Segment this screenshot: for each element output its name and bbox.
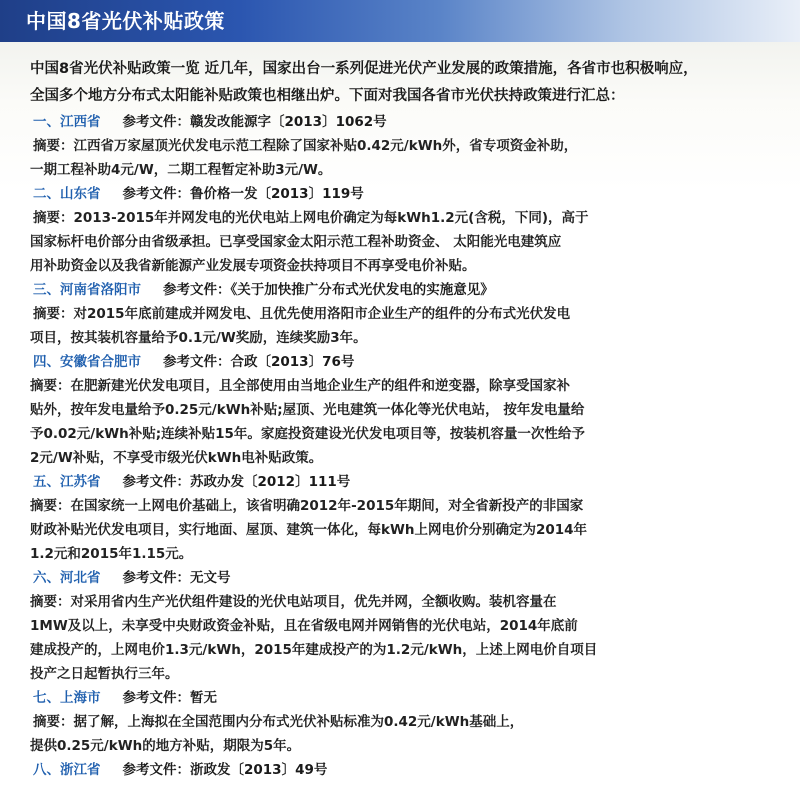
section-hebei (30, 566, 790, 686)
summary-line: 摘要：在肥新建光伏发电项目，且全部使用由当地企业生产的组件和逆变器，除享受国家补 (30, 378, 570, 394)
header-banner (0, 0, 800, 42)
intro-line: 全国多个地方分布式太阳能补贴政策也相继出炉。下面对我国各省市光伏扶持政策进行汇总： (30, 88, 625, 104)
summary-line: 用补助资金以及我省新能源产业发展专项资金扶持项目不再享受电价补贴。 (30, 258, 476, 274)
section-label: 五、江苏省 (33, 474, 101, 490)
section-reference: 参考文件：浙政发〔2013〕49号 (122, 762, 328, 778)
intro-paragraph (30, 56, 790, 110)
section-heading (30, 686, 790, 710)
section-luoyang (30, 278, 790, 350)
section-reference: 参考文件：苏政办发〔2012〕111号 (122, 474, 351, 490)
section-shanghai (30, 686, 790, 758)
page-title: 中国8省光伏补贴政策 (26, 9, 225, 33)
section-label: 四、安徽省合肥市 (33, 354, 141, 370)
section-jiangsu (30, 470, 790, 566)
section-heading (30, 182, 790, 206)
intro-line: 中国8省光伏补贴政策一览 近几年，国家出台一系列促进光伏产业发展的政策措施，各省市也积极响应， (30, 61, 698, 77)
summary-line: 贴外，按年发电量给予0.25元/kWh补贴;屋顶、光电建筑一体化等光伏电站， 按年发电量给 (30, 402, 585, 418)
section-label: 八、浙江省 (33, 762, 101, 778)
section-heading (30, 566, 790, 590)
section-label: 三、河南省洛阳市 (33, 282, 141, 298)
section-reference: 参考文件：赣发改能源字〔2013〕1062号 (122, 114, 387, 130)
section-heading (30, 350, 790, 374)
section-label: 六、河北省 (33, 570, 101, 586)
content-column (30, 56, 790, 782)
summary-line: 摘要：在国家统一上网电价基础上，该省明确2012年-2015年期间，对全省新投产的非国家 (30, 498, 584, 514)
section-reference: 参考文件：《关于加快推广分布式光伏发电的实施意见》 (163, 282, 494, 298)
summary-line: 财政补贴光伏发电项目，实行地面、屋顶、建筑一体化，每kWh上网电价分别确定为2014年 (30, 522, 588, 538)
section-label: 七、上海市 (33, 690, 101, 706)
section-reference: 参考文件：鲁价格一发〔2013〕119号 (122, 186, 364, 202)
document-body (0, 42, 800, 790)
summary-line: 投产之日起暂执行三年。 (30, 666, 179, 682)
summary-line: 国家标杆电价部分由省级承担。已享受国家金太阳示范工程补助资金、 太阳能光电建筑应 (30, 234, 562, 250)
section-reference: 参考文件：无文号 (122, 570, 231, 586)
summary-line: 1.2元和2015年1.15元。 (30, 546, 193, 562)
section-shandong (30, 182, 790, 278)
section-reference: 参考文件：暂无 (122, 690, 217, 706)
summary-line: 摘要：对2015年底前建成并网发电、且优先使用洛阳市企业生产的组件的分布式光伏发电 (33, 306, 571, 322)
section-reference: 参考文件：合政〔2013〕76号 (163, 354, 355, 370)
summary-line: 2元/W补贴，不享受市级光伏kWh电补贴政策。 (30, 450, 323, 466)
section-hefei (30, 350, 790, 470)
summary-line: 一期工程补助4元/W，二期工程暂定补助3元/W。 (30, 162, 332, 178)
summary-line: 项目，按其装机容量给予0.1元/W奖励，连续奖励3年。 (30, 330, 367, 346)
section-heading (30, 278, 790, 302)
section-jiangxi (30, 110, 790, 182)
section-heading (30, 470, 790, 494)
summary-line: 建成投产的，上网电价1.3元/kWh，2015年建成投产的为1.2元/kWh，上述上网电价自项目 (30, 642, 598, 658)
summary-line: 摘要：对采用省内生产光伏组件建设的光伏电站项目，优先并网，全额收购。装机容量在 (30, 594, 557, 610)
summary-line: 摘要：据了解，上海拟在全国范围内分布式光伏补贴标准为0.42元/kWh基础上， (33, 714, 524, 730)
section-zhejiang (30, 758, 790, 782)
section-heading (30, 110, 790, 134)
section-label: 一、江西省 (33, 114, 101, 130)
summary-line: 1MW及以上，未享受中央财政资金补贴，且在省级电网并网销售的光伏电站，2014年底前 (30, 618, 578, 634)
summary-line: 予0.02元/kWh补贴;连续补贴15年。家庭投资建设光伏发电项目等，按装机容量一次性给予 (30, 426, 585, 442)
section-heading (30, 758, 790, 782)
summary-line: 提供0.25元/kWh的地方补贴，期限为5年。 (30, 738, 301, 754)
summary-line: 摘要：2013-2015年并网发电的光伏电站上网电价确定为每kWh1.2元(含税，下同)，高于 (33, 210, 589, 226)
section-label: 二、山东省 (33, 186, 101, 202)
summary-line: 摘要：江西省万家屋顶光伏发电示范工程除了国家补贴0.42元/kWh外，省专项资金补助， (33, 138, 578, 154)
